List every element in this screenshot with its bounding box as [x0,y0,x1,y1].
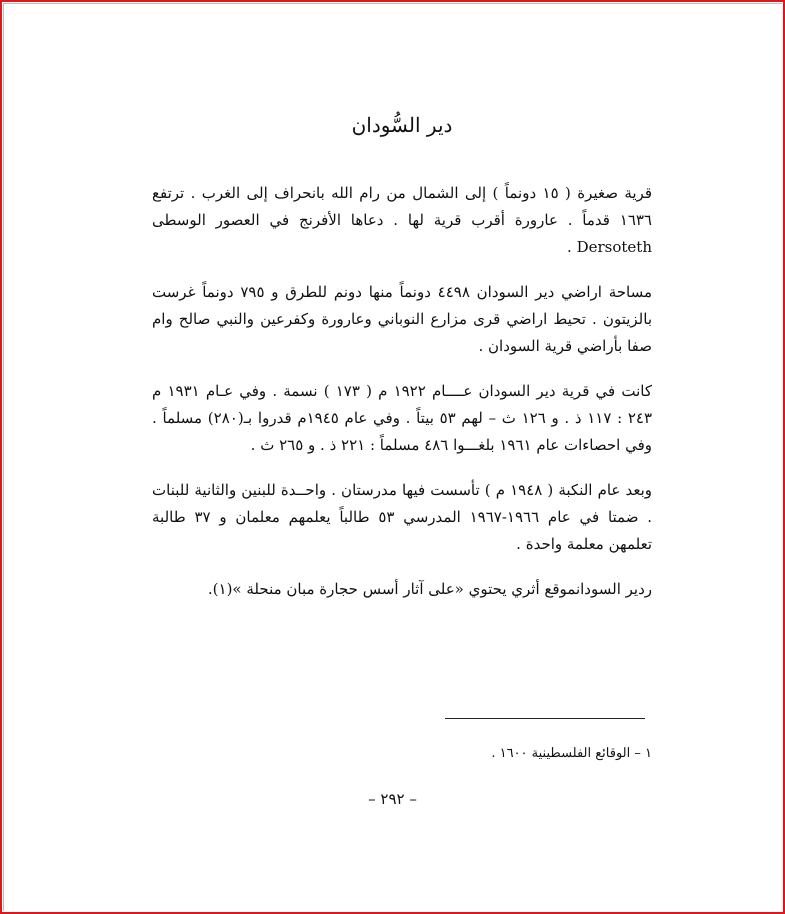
paragraph-population: كانت في قرية دير السودان عــــام ١٩٢٢ م ( ١٧٣ ) نسمة . وفي عـام ١٩٣١ م ٢٤٣ : ١١٧ ذ . و ١٢٦ ث – لهم ٥٣ بيتاً . وفي عام ١٩٤٥م قدروا بـ(٢٨٠) مسلماً . وفي احصاءات عام ١٩٦١ بلغـــوا ٤٨٦ مسلماً : ٢٢١ ذ . و ٢٦٥ ث . [152,382,653,454]
paragraph-land: مساحة اراضي دير السودان ٤٤٩٨ دونماً منها دونم للطرق و ٧٩٥ دونماً غرست بالزيتون . تحيط اراضي قرى مزارع النوباني وعارورة وكفرعين والنبي صالح وام صفا بأراضي قرية السودان . [152,283,652,355]
paragraph-schools: وبعد عام النكبة ( ١٩٤٨ م ) تأسست فيها مدرستان . واحــدة للبنين والثانية للبنات . ضمتا في عام ١٩٦٦-١٩٦٧ المدرسي ٥٣ طالباً يعلمهم معلمان و ٣٧ طالبة تعلمهن معلمة واحدة . [152,481,653,553]
page-title: دير السُّودان [351,113,453,137]
footnote: ١ – الوقائع الفلسطينية ١٦٠٠ . [491,746,652,761]
page-body [152,110,652,603]
footnote-divider [445,718,645,719]
page-number: – ٢٩٢ – [368,790,417,808]
paragraph-archaeology: ردير السودانموقع أثري يحتوي «على آثار أسس حجارة مبان منحلة »(١). [207,580,652,598]
paragraph-intro: قرية صغيرة ( ١٥ دونماً ) إلى الشمال من رام الله بانحراف إلى الغرب . ترتفع ١٦٣٦ قدماً . عارورة أقرب قرية لها . دعاها الأفرنج في العصور الوسطى Dersoteth . [152,184,652,256]
